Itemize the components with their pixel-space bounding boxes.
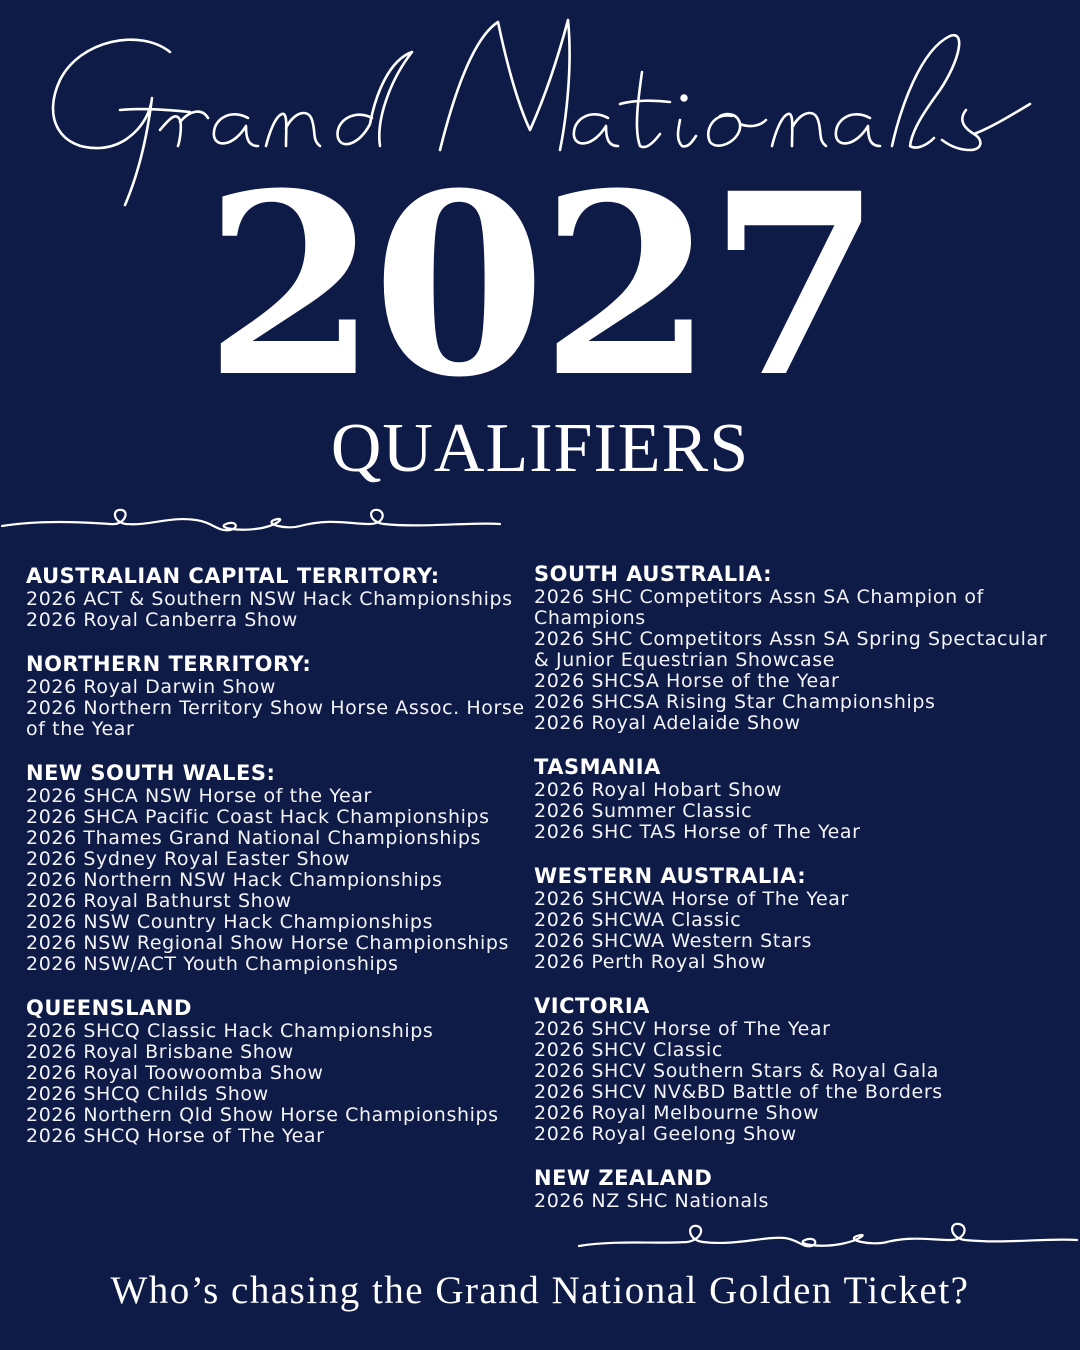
event-item: 2026 Royal Brisbane Show — [26, 1041, 294, 1063]
section-heading: NEW ZEALAND — [534, 1166, 713, 1190]
section-sa — [534, 561, 1064, 734]
event-item: 2026 Thames Grand National Championships — [26, 827, 481, 849]
qualifiers-heading: QUALIFIERS — [330, 410, 750, 487]
left-column — [26, 563, 531, 1167]
section-heading: WESTERN AUSTRALIA: — [534, 864, 807, 888]
event-item: 2026 SHCV Horse of The Year — [534, 1018, 831, 1040]
event-list — [26, 589, 531, 631]
event-item: 2026 Royal Hobart Show — [534, 779, 782, 801]
section-vic — [534, 993, 1064, 1145]
section-heading: AUSTRALIAN CAPITAL TERRITORY: — [26, 564, 440, 588]
event-item: 2026 Summer Classic — [534, 800, 753, 822]
event-item: 2026 Royal Bathurst Show — [26, 890, 292, 912]
event-item: 2026 SHC Competitors Assn SA Spring Spectacular & Junior Equestrian Showcase — [534, 628, 1048, 671]
event-item: 2026 NSW/ACT Youth Championships — [26, 953, 399, 975]
event-item: 2026 Royal Canberra Show — [26, 609, 298, 631]
event-list — [534, 780, 1064, 843]
year-heading: 2027 — [204, 138, 876, 432]
event-item: 2026 Royal Geelong Show — [534, 1123, 797, 1145]
event-list — [26, 786, 531, 975]
event-item: 2026 SHCV Classic — [534, 1039, 723, 1061]
event-item: 2026 SHCSA Rising Star Championships — [534, 691, 936, 713]
section-tas — [534, 754, 1064, 843]
event-item: 2026 NZ SHC Nationals — [534, 1190, 769, 1212]
event-item: 2026 Perth Royal Show — [534, 951, 767, 973]
event-item: 2026 SHCSA Horse of the Year — [534, 670, 840, 692]
flourish-top-art — [0, 500, 510, 550]
event-item: 2026 SHCA NSW Horse of the Year — [26, 785, 372, 807]
event-item: 2026 Royal Toowoomba Show — [26, 1062, 324, 1084]
event-list — [534, 1019, 1064, 1145]
event-item: 2026 SHCV Southern Stars & Royal Gala — [534, 1060, 939, 1082]
event-list — [534, 1191, 1064, 1212]
event-item: 2026 NSW Country Hack Championships — [26, 911, 434, 933]
event-item: 2026 Sydney Royal Easter Show — [26, 848, 351, 870]
flourish-divider-top — [0, 500, 510, 550]
section-heading: TASMANIA — [534, 755, 661, 779]
event-list — [534, 587, 1064, 734]
section-heading: SOUTH AUSTRALIA: — [534, 562, 773, 586]
event-item: 2026 Royal Melbourne Show — [534, 1102, 820, 1124]
event-item: 2026 Royal Adelaide Show — [534, 712, 801, 734]
section-nz — [534, 1165, 1064, 1212]
event-item: 2026 SHCQ Horse of The Year — [26, 1125, 325, 1147]
event-item: 2026 SHCV NV&BD Battle of the Borders — [534, 1081, 943, 1103]
event-item: 2026 SHCQ Classic Hack Championships — [26, 1020, 434, 1042]
flourish-bottom-art — [575, 1212, 1080, 1262]
flourish-divider-bottom — [575, 1212, 1080, 1262]
event-item: 2026 ACT & Southern NSW Hack Championships — [26, 588, 513, 610]
event-list — [26, 1021, 531, 1147]
event-list — [26, 677, 531, 740]
section-act — [26, 563, 531, 631]
event-item: 2026 Royal Darwin Show — [26, 676, 277, 698]
section-wa — [534, 863, 1064, 973]
event-item: 2026 NSW Regional Show Horse Championships — [26, 932, 509, 954]
section-nt — [26, 651, 531, 740]
right-column — [534, 561, 1064, 1232]
event-item: 2026 SHCA Pacific Coast Hack Championships — [26, 806, 490, 828]
event-item: 2026 SHC TAS Horse of The Year — [534, 821, 861, 843]
section-heading: VICTORIA — [534, 994, 650, 1018]
footer-tagline: Who’s chasing the Grand National Golden Ticket? — [110, 1269, 970, 1312]
section-heading: NORTHERN TERRITORY: — [26, 652, 312, 676]
event-item: 2026 SHCQ Childs Show — [26, 1083, 269, 1105]
event-item: 2026 Northern Qld Show Horse Championships — [26, 1104, 499, 1126]
event-item: 2026 SHCWA Western Stars — [534, 930, 813, 952]
event-item: 2026 SHC Competitors Assn SA Champion of Champions — [534, 586, 984, 629]
event-item: 2026 SHCWA Classic — [534, 909, 742, 931]
event-list — [534, 889, 1064, 973]
event-item: 2026 Northern NSW Hack Championships — [26, 869, 443, 891]
section-qld — [26, 995, 531, 1147]
event-item: 2026 SHCWA Horse of The Year — [534, 888, 849, 910]
event-item: 2026 Northern Territory Show Horse Assoc. Horse of the Year — [26, 697, 525, 740]
section-heading: QUEENSLAND — [26, 996, 192, 1020]
section-heading: NEW SOUTH WALES: — [26, 761, 276, 785]
section-nsw — [26, 760, 531, 975]
